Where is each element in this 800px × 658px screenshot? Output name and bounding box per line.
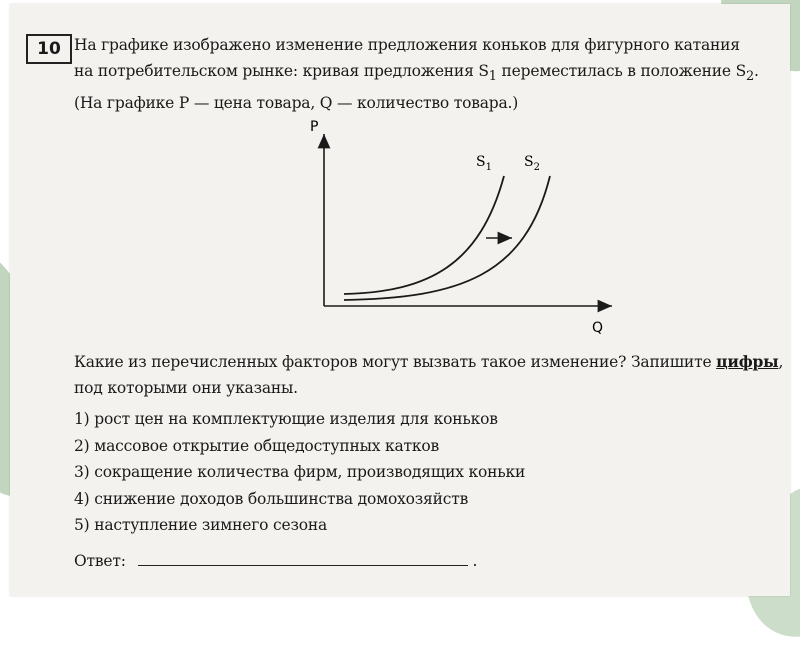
s1-label: $S_1$ [476,154,492,173]
answer-end: . [472,552,478,570]
supply-shift-graph [10,4,790,344]
answer-label: Ответ: [74,552,126,570]
option-item: 4) снижение доходов большинства домохозяйств [74,489,469,508]
x-axis-label: Q [592,320,604,336]
option-item: 2) массовое открытие общедоступных катков [74,436,440,455]
statement-line-2: на потребительском рынке: кривая предложения $S_1$ переместилась в положение $S_2$. [74,62,759,85]
worksheet-page [10,4,790,596]
y-axis-label: P [310,119,319,135]
option-item: 5) наступление зимнего сезона [74,516,328,534]
supply-curve-s2 [344,176,550,300]
question-prompt: Какие из перечисленных факторов могут вызвать такое изменение? Запишите цифры, под которыми они указаны. [74,352,784,397]
prompt-emphasis: цифры [716,352,779,371]
task-number: 10 [26,34,72,64]
option-item: 3) сокращение количества фирм, производящих коньки [74,463,526,481]
options-list [74,406,525,539]
answer-field[interactable] [138,549,468,566]
statement-line-3: (На графике P — цена товара, Q — количество товара.) [74,94,519,113]
option-item: 1) рост цен на комплектующие изделия для коньков [74,410,498,428]
statement-line-1: На графике изображено изменение предложения коньков для фигурного катания [74,36,740,54]
answer-row [74,548,477,574]
s2-label: $S_2$ [524,154,540,173]
